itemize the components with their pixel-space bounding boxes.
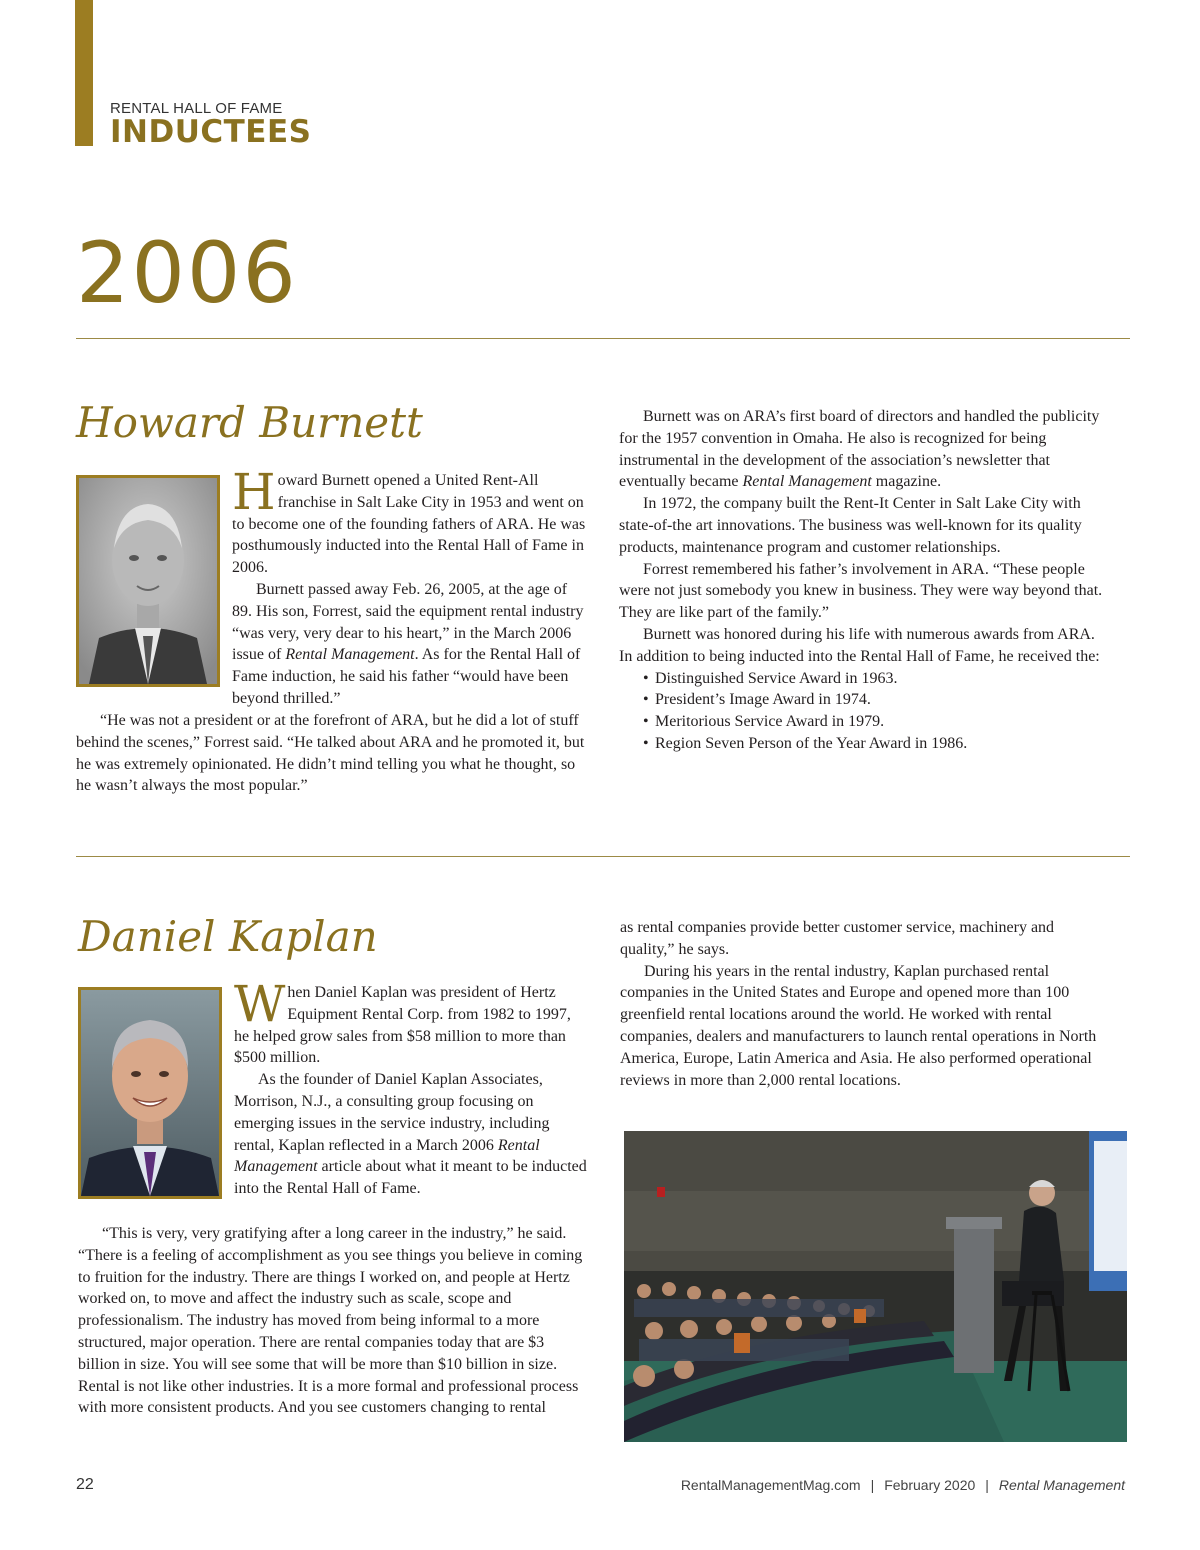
dropcap: H [232,463,276,521]
kaplan-quote-text [78,1223,588,1419]
list-item: • Meritorious Service Award in 1979. [643,711,1109,733]
kaplan-intro-text [234,975,590,1200]
portrait-photo-icon [81,990,219,1196]
kaplan-paragraph-2 [234,1069,590,1200]
paragraph-text: Burnett passed away Feb. 26, 2005, at the age of 89. His son, Forrest, said the equipment rental industry “was very, very dear to his heart,” in the March 2006 issue of [232,580,584,664]
footer-separator: | [870,1477,875,1493]
burnett-right-paragraph-2: In 1972, the company built the Rent-It Center in Salt Lake City with state-of-the art innovations. The business was well-known for its quality products, maintenance program and customer relationships. [619,495,1082,556]
burnett-right-paragraph-4: Burnett was honored during his life with numerous awards from ARA. In addition to being inducted into the Rental Hall of Fame, he received the: [619,625,1100,665]
burnett-intro-paragraph [232,463,590,579]
burnett-quote-text [76,710,590,797]
inductee-name-burnett: Howard Burnett [76,398,423,447]
paragraph-text: . As for the Rental Hall of Fame induction, he said his father “would have been beyond thrilled.” [232,646,581,707]
kaplan-right-paragraph-1: as rental companies provide better customer service, machinery and quality,” he says. [620,919,1055,958]
accent-bar [75,0,93,146]
burnett-right-paragraph-1 [619,406,1109,493]
dropcap: W [234,975,286,1033]
burnett-right-paragraph-3: Forrest remembered his father’s involvement in ARA. “These people were not just somebody you knew in business. They were way beyond that. They are like part of the family.” [619,560,1103,622]
page-number: 22 [76,1476,94,1493]
section-kicker: RENTAL HALL OF FAME [110,100,283,117]
list-item: • Region Seven Person of the Year Award in 1986. [643,733,1109,755]
paragraph-text: article about what it meant to be inducted into the Rental Hall of Fame. [234,1158,587,1198]
paragraph-text: oward Burnett opened a United Rent-All franchise in Salt Lake City in 1953 and went on to become one of the founding fathers of ARA. He was posthumously inducted into the Rental Hall of Fame in 2006. [232,472,586,577]
portrait-photo-icon [79,478,217,684]
magazine-title: Rental Management [742,473,872,491]
footer-credits [681,1477,1125,1493]
section-title: INDUCTEES [110,114,312,150]
footer-separator: | [985,1477,989,1493]
footer-magazine: Rental Management [998,1477,1125,1493]
divider-top [76,338,1130,339]
divider-middle [76,856,1130,857]
list-item: • Distinguished Service Award in 1963. [643,668,1109,690]
conference-photo [624,1131,1127,1442]
magazine-title: Rental Management [234,1136,540,1176]
conference-photo-icon [624,1131,1127,1442]
paragraph-text: magazine. [871,473,942,491]
inductee-name-kaplan: Daniel Kaplan [78,912,378,961]
awards-list [619,668,1109,755]
burnett-right-column [619,406,1109,755]
kaplan-intro-paragraph [234,975,590,1069]
burnett-quote-paragraph: “He was not a president or at the forefront of ARA, but he did a lot of stuff behind the scenes,” Forrest said. “He talked about ARA and he promoted it, but he was extremely opinionated. He didn’t mind telling you what he thought, so he wasn’t always the most popular.” [76,712,585,795]
burnett-intro-text [232,463,590,710]
kaplan-quote-paragraph: “This is very, very gratifying after a long career in the industry,” he said. “There is a feeling of accomplishment as you see things you believe in coming to fruition for the industry. There are things I worked on, and people at Hertz worked on, to move and affect the industry such as scale, scope and professionalism. The industry has moved from being informal to a more structured, major operation. There are rental companies today that are $3 billion in size. You will see some that will be more than $10 billion in size. Rental is not like other industries. It is a more formal and professional process with more consistent products. And you see customers changing to rental [78,1225,583,1417]
portrait-photo-kaplan [78,987,222,1199]
footer-site: RentalManagementMag.com [680,1477,861,1493]
magazine-title: Rental Management [285,646,415,664]
footer-issue: February 2020 [884,1477,976,1493]
list-item: • President’s Image Award in 1974. [643,689,1109,711]
paragraph-text: Burnett was on ARA’s first board of directors and handled the publicity for the 1957 convention in Omaha. He also is recognized for being instrumental in the development of the association’s newsletter that eventually became [619,408,1100,491]
page-year-heading: 2006 [76,224,298,322]
paragraph-text: As the founder of Daniel Kaplan Associates, Morrison, N.J., a consulting group focusing on emerging issues in the service industry, including rental, Kaplan reflected in a March 2006 [234,1071,550,1154]
kaplan-right-paragraph-2: During his years in the rental industry, Kaplan purchased rental companies in the United States and Europe and opened more than 100 greenfield rental locations around the world. He worked with rental companies, dealers and manufacturers to launch rental operations in North America, Europe, Latin America and Asia. He also performed operational reviews in more than 2,000 rental locations. [620,962,1097,1089]
burnett-paragraph-2 [232,579,590,710]
paragraph-text: hen Daniel Kaplan was president of Hertz Equipment Rental Corp. from 1982 to 1997, he helped grow sales from $58 million to more than $500 million. [234,984,571,1067]
kaplan-right-column [620,917,1100,1091]
portrait-photo-burnett [76,475,220,687]
